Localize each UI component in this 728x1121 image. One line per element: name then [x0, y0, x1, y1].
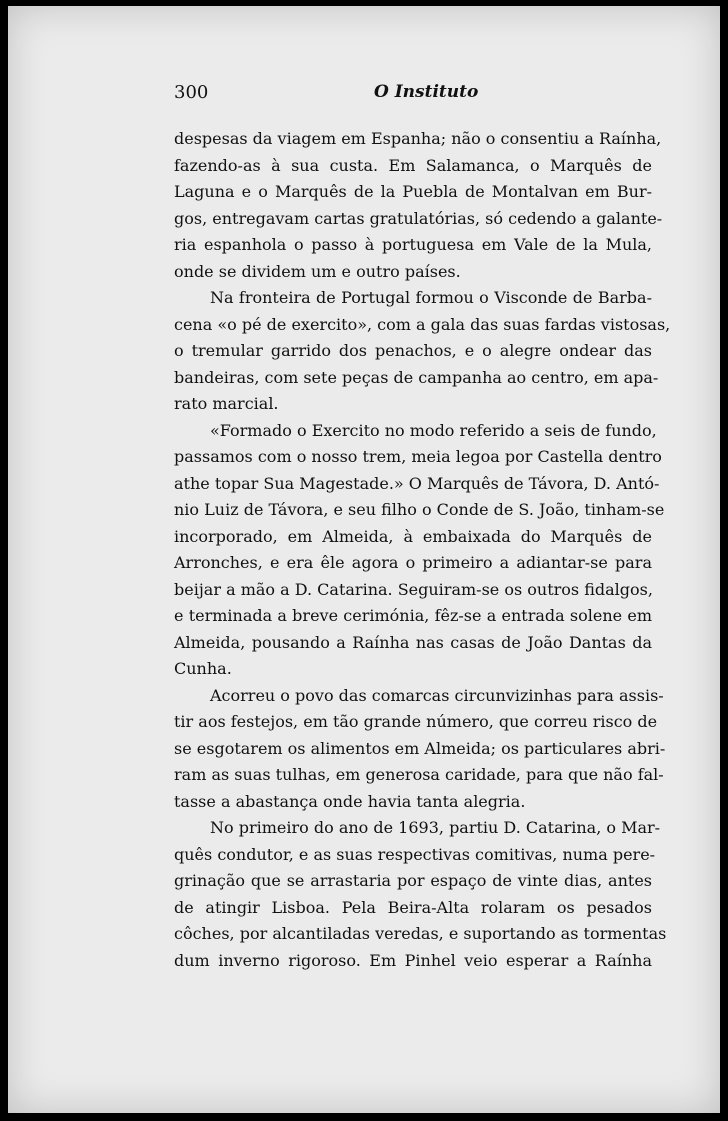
text-line: tir aos festejos, em tão grande número, que correu risco de	[174, 712, 658, 731]
text-line: incorporado, em Almeida, à embaixada do Marquês de	[174, 526, 652, 546]
text-line: dum inverno rigoroso. Em Pinhel veio esperar a Raínha	[174, 950, 652, 970]
text-line: despesas da viagem em Espanha; não o consentiu a Raínha,	[174, 129, 662, 148]
text-line: Acorreu o povo das comarcas circunvizinhas para assis-	[210, 685, 664, 705]
text-line: No primeiro do ano de 1693, partiu D. Catarina, o Mar-	[210, 818, 661, 837]
text-line: passamos com o nosso trem, meia legoa por Castella dentro	[174, 447, 662, 466]
text-line: athe topar Sua Magestade.» O Marquês de Távora, D. Antó-	[174, 473, 660, 493]
text-line: rato marcial.	[174, 394, 279, 413]
text-line: beijar a mão a D. Catarina. Seguiram-se os outros fidalgos,	[174, 579, 653, 599]
text-line: grinação que se arrastaria por espaço de vinte dias, antes	[174, 871, 652, 890]
page-header	[174, 82, 652, 110]
text-line: fazendo-as à sua custa. Em Salamanca, o Marquês de	[174, 155, 652, 175]
text-line: nio Luiz de Távora, e seu filho o Conde de S. João, tinham-se	[174, 500, 665, 519]
text-line: ria espanhola o passo à portuguesa em Vale de la Mula,	[174, 235, 652, 254]
text-line: se esgotarem os alimentos em Almeida; os particulares abri-	[174, 738, 666, 758]
text-line: côches, por alcantiladas veredas, e suportando as tormentas	[174, 924, 667, 943]
text-line: Na fronteira de Portugal formou o Visconde de Barba-	[210, 288, 652, 307]
text-line: e terminada a breve cerimónia, fêz-se a entrada solene em	[174, 606, 652, 625]
text-line: de atingir Lisboa. Pela Beira-Alta rolaram os pesados	[174, 897, 652, 917]
body-text	[174, 126, 671, 974]
book-page	[8, 6, 720, 1113]
text-line: Almeida, pousando a Raínha nas casas de João Dantas da	[174, 632, 652, 652]
page-number: 300	[174, 82, 209, 103]
text-line: Laguna e o Marquês de la Puebla de Montalvan em Bur-	[174, 182, 652, 201]
text-line: gos, entregavam cartas gratulatórias, só cedendo a galante-	[174, 208, 663, 228]
running-title: O Instituto	[374, 82, 479, 102]
text-line: bandeiras, com sete peças de campanha ao centro, em apa-	[174, 367, 659, 387]
text-line: Arronches, e era êle agora o primeiro a adiantar-se para	[174, 553, 652, 572]
text-line: «Formado o Exercito no modo referido a seis de fundo,	[210, 420, 657, 440]
text-line: o tremular garrido dos penachos, e o alegre ondear das	[174, 341, 652, 360]
text-line: onde se dividem um e outro países.	[174, 261, 461, 281]
text-line: tasse a abastança onde havia tanta alegria.	[174, 791, 526, 811]
text-line: Cunha.	[174, 659, 232, 678]
text-line: quês condutor, e as suas respectivas comitivas, numa pere-	[174, 844, 656, 864]
text-line: cena «o pé de exercito», com a gala das suas fardas vistosas,	[174, 314, 671, 334]
text-line: ram as suas tulhas, em generosa caridade, para que não fal-	[174, 765, 664, 784]
